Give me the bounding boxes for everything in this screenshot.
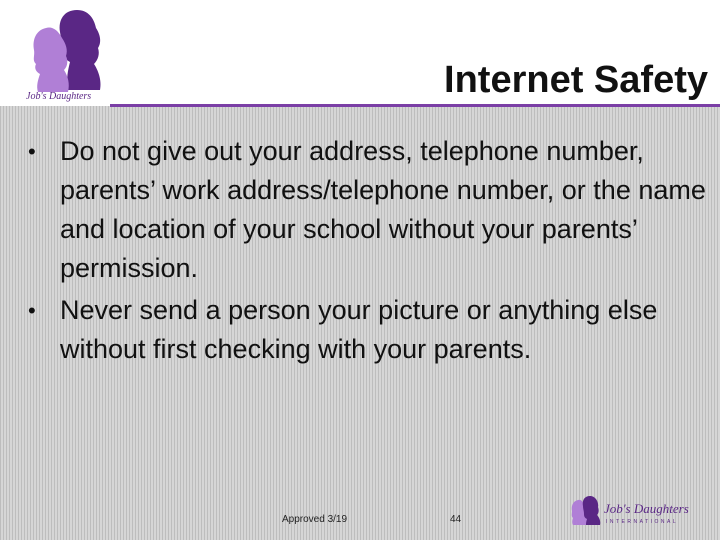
bullet-glyph: • <box>28 298 36 323</box>
slide-header <box>0 0 720 106</box>
bullet-item <box>28 291 708 369</box>
logo-tagline: INTERNATIONAL <box>606 519 679 525</box>
logo-wordmark: Job's Daughters <box>604 501 689 516</box>
bullet-glyph: • <box>28 139 36 164</box>
bullet-list <box>28 132 708 372</box>
footer-logo <box>570 494 692 526</box>
bullet-item <box>28 132 708 288</box>
jobs-daughters-logo <box>22 4 112 104</box>
page-number: 44 <box>450 514 462 525</box>
footer-approved: Approved 3/19 <box>282 514 348 525</box>
logo-wordmark: Job's Daughters <box>26 91 92 102</box>
slide-title: Internet Safety <box>444 59 708 101</box>
header-divider <box>110 104 720 107</box>
bullet-text: Do not give out your address, telephone number, parents’ work address/telephone number, or the name and location of your school without your parents’ permission. <box>60 136 706 283</box>
bullet-text: Never send a person your picture or anything else without first checking with your parents. <box>60 295 658 364</box>
